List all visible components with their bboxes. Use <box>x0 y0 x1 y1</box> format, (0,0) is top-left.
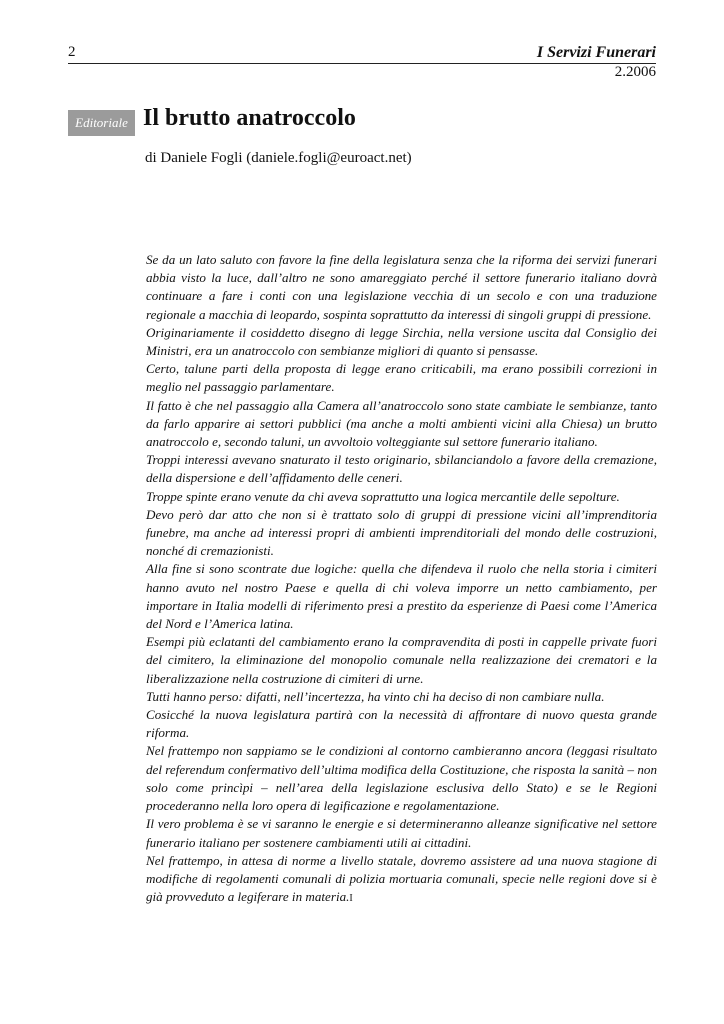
paragraph-text: Nel frattempo, in attesa di norme a livello statale, dovremo assistere ad una nuova stagione di modifiche di regolamenti comunali di polizia mortuaria comunali, specie nelle regioni dove si è già provveduto a legiferare in materia. <box>146 852 657 905</box>
paragraph: Troppe spinte erano venute da chi aveva soprattutto una logica mercantile delle sepolture. <box>146 488 620 504</box>
issue-date: 2.2006 <box>614 64 656 80</box>
paragraph: Esempi più eclatanti del cambiamento erano la compravendita di posti in cappelle private fuori del cimitero, la eliminazione del monopolio comunale nella realizzazione dei crematori e la liberalizzazione nella costruzione di cimiteri di urne. <box>146 634 657 686</box>
journal-title: I Servizi Funerari <box>536 44 656 61</box>
paragraph: Troppi interessi avevano snaturato il testo originario, sbilanciandolo a favore della cremazione, della dispersione e dell’affidamento delle ceneri. <box>146 452 657 486</box>
paragraph: Il fatto è che nel passaggio alla Camera all’anatroccolo sono state cambiate le sembianze, tanto da farlo apparire ai settori pubblici (ma anche a molti ambienti vicini alla Chiesa) un brutto anatroccolo e, secondo taluni, un avvoltoio volteggiante sul settore funerario italiano. <box>146 397 657 450</box>
byline: di Daniele Fogli (daniele.fogli@euroact.net) <box>145 150 412 166</box>
page-number: 2 <box>68 44 76 60</box>
paragraph: Originariamente il cosiddetto disegno di legge Sirchia, nella versione uscita dal Consiglio dei Ministri, era un anatroccolo con sembianze migliori di quanto si pensasse. <box>146 324 657 359</box>
end-mark: I <box>349 893 353 905</box>
article-body <box>146 251 657 908</box>
paragraph: Alla fine si sono scontrate due logiche: quella che difendeva il ruolo che nella storia i cimiteri hanno avuto nel nostro Paese e quella di chi voleva imporre un netto cambiamento, per importare in Italia modelli di riferimento presi a prestito da esperienze di Paesi come l’America del Nord e l’America latina. <box>146 561 657 632</box>
paragraph: Se da un lato saluto con favore la fine della legislatura senza che la riforma dei servizi funerari abbia visto la luce, dall’altro ne sono amareggiato perché il settore funerario italiano dovrà continuare a fare i conti con una legislazione vecchia di un secolo e con una traduzione regionale a macchia di leopardo, sospinta soprattutto da interessi di singoli gruppi di pressione. <box>146 252 657 322</box>
section-badge: Editoriale <box>68 110 135 136</box>
paragraph-last <box>146 852 657 909</box>
header-rule <box>68 63 656 64</box>
paragraph: Devo però dar atto che non si è trattato solo di gruppi di pressione vicini all’imprenditoria funebre, ma anche ad interessi propri di ambienti imprenditoriali del mondo delle costruzioni, nonché di cremazionisti. <box>146 506 657 559</box>
article-title: Il brutto anatroccolo <box>143 105 356 131</box>
paragraph: Nel frattempo non sappiamo se le condizioni al contorno cambieranno ancora (leggasi risultato del referendum confermativo dell’ultima modifica della Costituzione, che risposta la sanità – non solo come princìpi – nell’area della legislazione esclusiva dello Stato) e se le Regioni procederanno nella loro opera di legificazione e regolamentazione. <box>146 743 657 814</box>
paragraph: Cosicché la nuova legislatura partirà con la necessità di affrontare di nuovo questa grande riforma. <box>146 707 657 741</box>
paragraph: Certo, talune parti della proposta di legge erano criticabili, ma erano possibili correzioni in meglio nel passaggio parlamentare. <box>146 361 657 395</box>
paragraph: Il vero problema è se vi saranno le energie e si determineranno alleanze significative nel settore funerario italiano per sostenere cambiamenti utili ai cittadini. <box>146 816 657 850</box>
paragraph: Tutti hanno perso: difatti, nell’incertezza, ha vinto chi ha deciso di non cambiare nulla. <box>146 688 605 704</box>
